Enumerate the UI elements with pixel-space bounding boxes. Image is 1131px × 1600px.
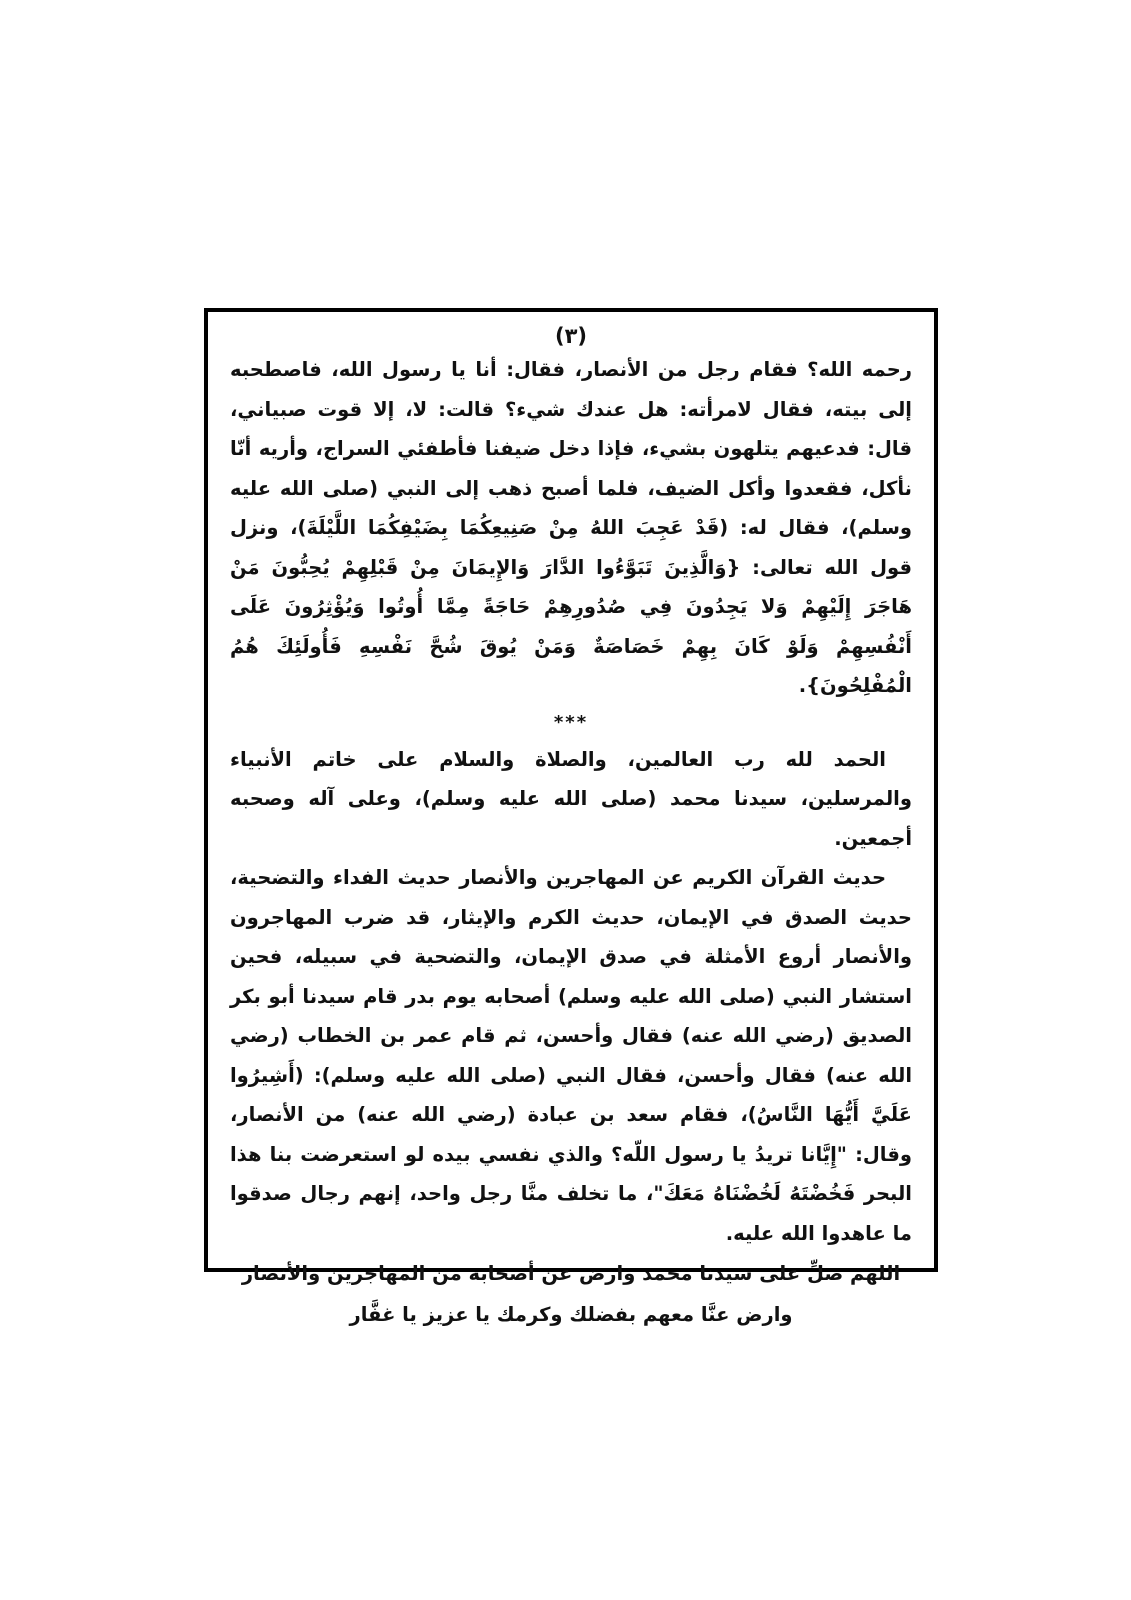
page-number: (٣) — [554, 324, 588, 348]
prayer-line: وارض عنَّا معهم بفضلك وكرمك يا عزيز يا غفَّار — [349, 1303, 793, 1326]
story-paragraph: رحمه الله؟ فقام رجل من الأنصار، فقال: أنا يا رسول الله، فاصطحبه إلى بيته، فقال لامرأته: هل عندك شيء؟ قالت: لا، إلا قوت صبياني، قال: فدعيهم يتلهون بشيء، فإذا دخل ضيفنا فأطفئي السراج، وأريه أنّا نأكل، فقعدوا وأكل الضيف، فلما أصبح ذهب إلى النبي (صلى الله عليه وسلم)، فقال له: (قَدْ عَجِبَ اللهُ مِنْ صَنِيعِكُمَا بِضَيْفِكُمَا اللَّيْلَةَ)، ونزل قول الله تعالى: {وَالَّذِينَ تَبَوَّءُوا الدَّارَ وَالإِيمَانَ مِنْ قَبْلِهِمْ يُحِبُّونَ مَنْ هَاجَرَ إِلَيْهِمْ وَلا يَجِدُونَ فِي صُدُورِهِمْ حَاجَةً مِمَّا أُوتُوا وَيُؤْثِرُونَ عَلَى أَنْفُسِهِمْ وَلَوْ كَانَ بِهِمْ خَصَاصَةٌ وَمَنْ يُوقَ شُحَّ نَفْسِهِ فَأُولَئِكَ هُمُ الْمُفْلِحُونَ}. — [230, 358, 912, 697]
closing-praise-paragraph: الحمد لله رب العالمين، والصلاة والسلام على خاتم الأنبياء والمرسلين، سيدنا محمد (صلى الله عليه وسلم)، وعلى آله وصحبه أجمعين. — [230, 747, 912, 850]
page-frame — [204, 308, 938, 1326]
prayer-line: اللهم صلِّ على سيدنا محمد وارض عن أصحابه من المهاجرين والأنصار — [241, 1262, 901, 1285]
muhajirun-ansar-paragraph: حديث القرآن الكريم عن المهاجرين والأنصار حديث الفداء والتضحية، حديث الصدق في الإيمان، حديث الكرم والإيثار، قد ضرب المهاجرون والأنصار أروع الأمثلة في صدق الإيمان، والتضحية في سبيله، فحين استشار النبي (صلى الله عليه وسلم) أصحابه يوم بدر قام سيدنا أبو بكر الصديق (رضي الله عنه) فقال وأحسن، ثم قام عمر بن الخطاب (رضي الله عنه) فقال وأحسن، فقال النبي (صلى الله عليه وسلم): (أَشِيرُوا عَلَيَّ أَيُّهَا النَّاسُ)، فقام سعد بن عبادة (رضي الله عنه) من الأنصار، وقال: "إِيَّانا تريدُ يا رسول اللّه؟ والذي نفسي بيده لو استعرضت بنا هذا البحر فَخُضْتَهُ لَخُضْنَاهُ مَعَكَ"، ما تخلف منَّا رجل واحد، إنهم رجال صدقوا ما عاهدوا الله عليه. — [230, 866, 912, 1245]
section-separator: *** — [553, 711, 589, 733]
